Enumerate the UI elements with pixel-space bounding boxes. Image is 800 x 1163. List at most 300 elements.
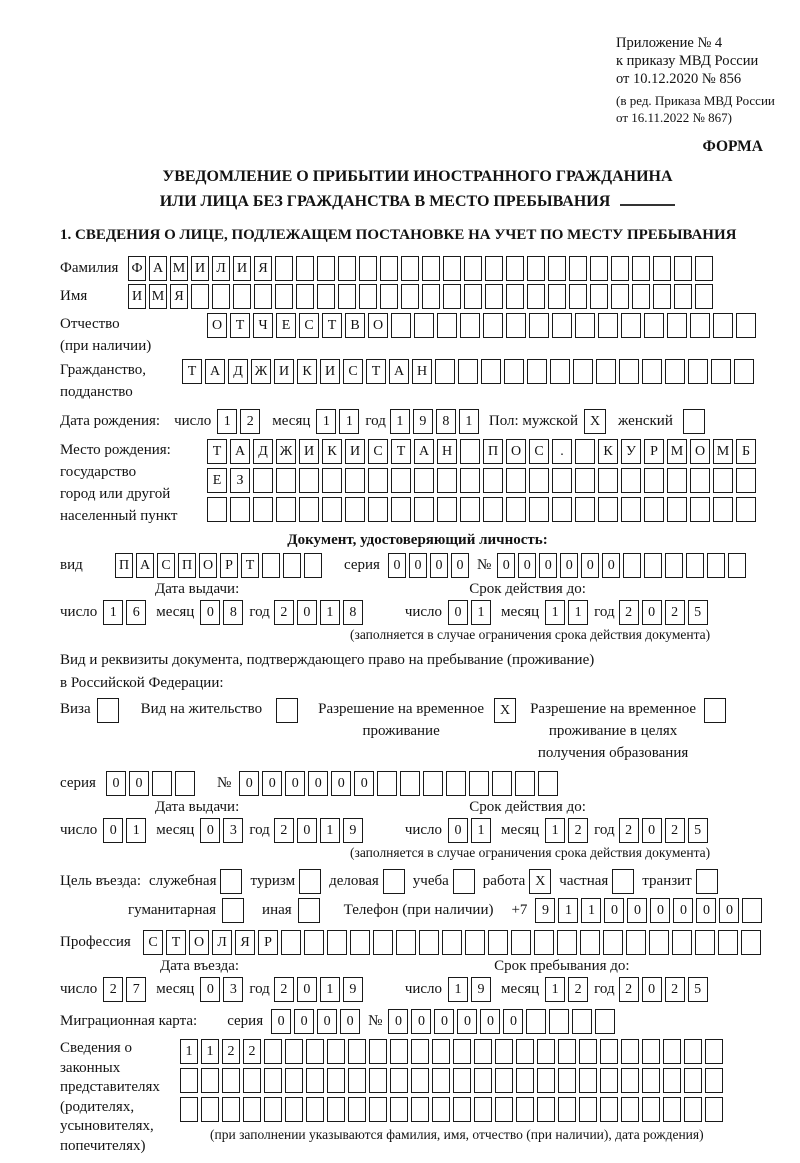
char-box: 0	[604, 898, 624, 923]
char-box	[437, 497, 457, 522]
char-box	[220, 869, 242, 894]
representatives-box-rows	[180, 1039, 723, 1143]
char-box: 7	[126, 977, 146, 1002]
char-box: С	[157, 553, 175, 578]
char-box: 1	[180, 1039, 198, 1064]
char-box	[549, 1009, 569, 1034]
repr-label-line: усыновителях,	[60, 1118, 154, 1134]
temp-permit-checkbox	[494, 698, 516, 723]
number-sign: №	[368, 1013, 383, 1029]
char-box	[296, 256, 314, 281]
char-box: 1	[471, 600, 491, 625]
char-box: 2	[665, 977, 685, 1002]
char-box: 0	[539, 553, 557, 578]
migration-series-boxes	[271, 1009, 360, 1034]
char-box	[626, 930, 646, 955]
title-line-1: УВЕДОМЛЕНИЕ О ПРИБЫТИИ ИНОСТРАННОГО ГРАЖДАНИНА	[162, 168, 673, 185]
char-box	[152, 771, 172, 796]
char-box	[464, 256, 482, 281]
char-box	[590, 256, 608, 281]
identity-doc-dates-row	[60, 600, 775, 625]
revision-line: (в ред. Приказа МВД России	[616, 93, 775, 108]
char-box: 5	[688, 600, 708, 625]
char-box	[338, 256, 356, 281]
issue-date-heading: Дата выдачи:	[155, 799, 240, 815]
char-box	[653, 284, 671, 309]
year-label: год	[249, 981, 270, 997]
birthdate-label: Дата рождения:	[60, 413, 161, 429]
char-box	[464, 284, 482, 309]
char-box	[506, 256, 524, 281]
purpose-work-checkbox	[529, 869, 551, 894]
char-box: 2	[568, 818, 588, 843]
char-box	[222, 1097, 240, 1122]
expiry-date-heading: Срок действия до:	[469, 799, 586, 815]
char-box	[359, 256, 377, 281]
entry-date-headers	[60, 958, 775, 975]
char-box	[579, 1097, 597, 1122]
char-box	[537, 1097, 555, 1122]
char-box	[690, 497, 710, 522]
stay-until-heading: Срок пребывания до:	[494, 958, 630, 974]
char-box	[713, 313, 733, 338]
char-box	[644, 497, 664, 522]
birthplace-block	[60, 439, 775, 527]
char-box: Д	[253, 439, 273, 464]
residence-date-headers	[60, 799, 775, 816]
purpose-row-1	[60, 869, 775, 894]
char-box	[453, 1097, 471, 1122]
purpose-study-checkbox	[453, 869, 475, 894]
char-box: Ч	[253, 313, 273, 338]
char-box	[414, 497, 434, 522]
char-box: М	[170, 256, 188, 281]
patronymic-label	[60, 313, 207, 357]
char-box: К	[598, 439, 618, 464]
char-box	[707, 553, 725, 578]
char-box: 0	[285, 771, 305, 796]
citizenship-label-line2: подданство	[60, 384, 133, 400]
series-label: серия	[60, 775, 96, 791]
char-box	[569, 284, 587, 309]
char-box	[506, 497, 526, 522]
patronymic-label-line2: (при наличии)	[60, 338, 152, 354]
char-box: Ж	[276, 439, 296, 464]
char-box	[435, 359, 455, 384]
document-title	[60, 164, 775, 214]
char-box: Е	[276, 313, 296, 338]
repr-label-line: представителях	[60, 1079, 160, 1095]
char-box	[327, 1068, 345, 1093]
char-box	[688, 359, 708, 384]
char-box	[506, 468, 526, 493]
migration-card-row	[60, 1009, 775, 1034]
char-box: Т	[241, 553, 259, 578]
char-box	[663, 1068, 681, 1093]
char-box	[474, 1068, 492, 1093]
residence-issue-year	[274, 818, 363, 843]
residence-expiry-day	[448, 818, 491, 843]
char-box	[212, 284, 230, 309]
char-box	[713, 468, 733, 493]
char-box: Р	[258, 930, 278, 955]
char-box	[306, 1039, 324, 1064]
char-box	[705, 1097, 723, 1122]
char-box	[632, 256, 650, 281]
char-box: 1	[545, 600, 565, 625]
stay-day	[448, 977, 491, 1002]
char-box	[515, 771, 535, 796]
char-box	[663, 1039, 681, 1064]
char-box	[534, 930, 554, 955]
char-box: 0	[340, 1009, 360, 1034]
char-box	[460, 497, 480, 522]
entry-day	[103, 977, 146, 1002]
char-box	[262, 553, 280, 578]
char-box: 1	[320, 977, 340, 1002]
char-box	[529, 468, 549, 493]
residence-issue-month	[200, 818, 243, 843]
stay-year	[619, 977, 708, 1002]
char-box	[283, 553, 301, 578]
char-box	[653, 256, 671, 281]
char-box	[281, 930, 301, 955]
char-box	[345, 497, 365, 522]
day-label: число	[404, 822, 443, 838]
char-box: 0	[480, 1009, 500, 1034]
char-box: 8	[343, 600, 363, 625]
doc-issue-year	[274, 600, 363, 625]
day-label: число	[60, 604, 98, 620]
repr-label-line: попечителях)	[60, 1137, 146, 1154]
char-box	[644, 313, 664, 338]
char-box: 9	[413, 409, 433, 434]
char-box: 2	[103, 977, 123, 1002]
char-box: 2	[243, 1039, 261, 1064]
char-box: В	[345, 313, 365, 338]
char-box	[741, 930, 761, 955]
char-box	[690, 468, 710, 493]
char-box	[201, 1068, 219, 1093]
char-box: С	[368, 439, 388, 464]
representatives-row1	[180, 1039, 723, 1064]
char-box	[537, 1068, 555, 1093]
char-box	[595, 1009, 615, 1034]
char-box	[422, 284, 440, 309]
char-box: 2	[274, 977, 294, 1002]
char-box: 0	[297, 977, 317, 1002]
char-box	[222, 898, 244, 923]
char-box: О	[368, 313, 388, 338]
char-box	[437, 313, 457, 338]
month-label: месяц	[272, 413, 311, 429]
purpose-option-label: иная	[262, 902, 292, 918]
char-box	[665, 553, 683, 578]
expiry-note: (заполняется в случае ограничения срока действия документа)	[350, 845, 711, 860]
residence-permit-label: Вид на жительство	[140, 701, 263, 717]
char-box	[495, 1097, 513, 1122]
birthplace-label-city1: город или другой	[60, 486, 171, 502]
char-box	[506, 284, 524, 309]
char-box: О	[207, 313, 227, 338]
residence-expiry-year	[619, 818, 708, 843]
doc-issue-day	[103, 600, 146, 625]
purpose-option-label: работа	[482, 873, 526, 889]
char-box	[600, 1039, 618, 1064]
doc-expiry-day	[448, 600, 491, 625]
char-box	[359, 284, 377, 309]
birthplace-label: Место рождения:	[60, 442, 171, 458]
char-box: X	[584, 409, 606, 434]
char-box	[422, 256, 440, 281]
identity-doc-date-headers	[60, 581, 775, 598]
char-box: К	[322, 439, 342, 464]
citizenship-boxes	[182, 359, 754, 384]
citizenship-label	[60, 359, 182, 403]
residence-permit-checkbox	[276, 698, 298, 723]
char-box: 0	[627, 898, 647, 923]
char-box	[516, 1039, 534, 1064]
birth-day-boxes	[217, 409, 260, 434]
char-box	[483, 497, 503, 522]
day-label: число	[60, 822, 98, 838]
char-box: 0	[497, 553, 515, 578]
expiry-date-heading: Срок действия до:	[469, 581, 586, 597]
birth-year-boxes	[390, 409, 479, 434]
birthplace-labels	[60, 439, 207, 527]
char-box	[327, 1097, 345, 1122]
char-box: Я	[170, 284, 188, 309]
char-box	[621, 1039, 639, 1064]
char-box: 0	[602, 553, 620, 578]
char-box	[621, 313, 641, 338]
char-box: 5	[688, 818, 708, 843]
char-box: 0	[673, 898, 693, 923]
char-box: 0	[106, 771, 126, 796]
char-box	[414, 468, 434, 493]
char-box: Т	[207, 439, 227, 464]
char-box	[264, 1068, 282, 1093]
birthplace-box-rows	[207, 439, 756, 526]
char-box: И	[299, 439, 319, 464]
visa-option	[60, 698, 119, 723]
representatives-note: (при заполнении указываются фамилия, имя, отчество (при наличии), дата рождения)	[210, 1127, 704, 1142]
char-box	[550, 359, 570, 384]
char-box	[598, 313, 618, 338]
char-box	[642, 1039, 660, 1064]
char-box: И	[274, 359, 294, 384]
char-box: 9	[535, 898, 555, 923]
residence-number-boxes	[239, 771, 558, 796]
char-box	[642, 359, 662, 384]
char-box: 0	[696, 898, 716, 923]
char-box	[276, 497, 296, 522]
patronymic-boxes	[207, 313, 756, 338]
purpose-option-label: частная	[559, 873, 609, 889]
profession-boxes	[143, 930, 761, 955]
char-box: 1	[316, 409, 336, 434]
char-box	[623, 553, 641, 578]
char-box: З	[230, 468, 250, 493]
char-box	[401, 256, 419, 281]
repr-label-line: законных	[60, 1059, 121, 1076]
char-box: 2	[619, 977, 639, 1002]
char-box	[713, 497, 733, 522]
char-box	[411, 1097, 429, 1122]
char-box	[492, 771, 512, 796]
char-box	[621, 497, 641, 522]
char-box	[572, 1009, 592, 1034]
char-box: 1	[568, 600, 588, 625]
temp-permit-line1: Разрешение на временное	[318, 701, 485, 717]
appendix-line: от 10.12.2020 № 856	[616, 71, 742, 87]
firstname-row	[60, 284, 775, 309]
char-box	[391, 497, 411, 522]
doc-series-boxes	[388, 553, 469, 578]
char-box	[414, 313, 434, 338]
migration-number-boxes	[388, 1009, 615, 1034]
residence-series-boxes	[106, 771, 195, 796]
char-box: 0	[451, 553, 469, 578]
char-box: 2	[274, 600, 294, 625]
char-box: П	[178, 553, 196, 578]
char-box: П	[483, 439, 503, 464]
char-box	[453, 1068, 471, 1093]
char-box: 0	[103, 818, 123, 843]
char-box	[552, 497, 572, 522]
char-box: 0	[129, 771, 149, 796]
repr-label-line: Сведения о	[60, 1040, 132, 1056]
purpose-private-checkbox	[612, 869, 634, 894]
char-box: 0	[448, 818, 468, 843]
char-box	[488, 930, 508, 955]
title-line-2: ИЛИ ЛИЦА БЕЗ ГРАЖДАНСТВА В МЕСТО ПРЕБЫВАНИЯ	[159, 193, 611, 210]
char-box	[222, 1068, 240, 1093]
char-box	[527, 256, 545, 281]
char-box	[485, 256, 503, 281]
residence-serial-row	[60, 771, 775, 796]
char-box	[580, 930, 600, 955]
char-box	[579, 1039, 597, 1064]
char-box	[391, 468, 411, 493]
char-box: 0	[294, 1009, 314, 1034]
citizenship-row	[60, 359, 775, 403]
char-box	[598, 497, 618, 522]
birth-month-boxes	[316, 409, 359, 434]
char-box: 2	[665, 818, 685, 843]
blank-underline	[620, 204, 675, 206]
char-box	[642, 1068, 660, 1093]
char-box: 5	[688, 977, 708, 1002]
char-box	[377, 771, 397, 796]
residence-expiry-month	[545, 818, 588, 843]
temp-permit-option	[318, 698, 516, 742]
purpose-label: Цель въезда:	[60, 873, 141, 889]
purpose-humanitarian-checkbox	[222, 898, 244, 923]
representatives-block	[60, 1039, 775, 1156]
char-box: Т	[182, 359, 202, 384]
char-box	[180, 1068, 198, 1093]
char-box	[506, 313, 526, 338]
char-box	[275, 256, 293, 281]
char-box: Р	[644, 439, 664, 464]
residence-dates-row	[60, 818, 775, 843]
char-box: 1	[217, 409, 237, 434]
doc-issue-month	[200, 600, 243, 625]
char-box: 3	[223, 977, 243, 1002]
char-box	[458, 359, 478, 384]
char-box	[296, 284, 314, 309]
doc-expiry-year	[619, 600, 708, 625]
month-label: месяц	[501, 822, 540, 838]
char-box	[684, 1097, 702, 1122]
char-box	[621, 1068, 639, 1093]
year-label: год	[365, 413, 386, 429]
char-box	[552, 313, 572, 338]
char-box	[695, 930, 715, 955]
char-box	[432, 1068, 450, 1093]
char-box	[396, 930, 416, 955]
char-box	[684, 1068, 702, 1093]
char-box	[711, 359, 731, 384]
repr-label-line: (родителях,	[60, 1098, 135, 1115]
char-box: 1	[471, 818, 491, 843]
char-box: 0	[388, 553, 406, 578]
char-box	[390, 1097, 408, 1122]
residence-permit-option	[141, 698, 298, 723]
char-box	[322, 468, 342, 493]
char-box: Я	[235, 930, 255, 955]
month-label: месяц	[156, 981, 195, 997]
series-label: серия	[344, 557, 380, 573]
purpose-option-label: служебная	[148, 873, 217, 889]
char-box	[527, 284, 545, 309]
char-box: 0	[642, 600, 662, 625]
char-box: Т	[366, 359, 386, 384]
char-box	[327, 1039, 345, 1064]
char-box	[322, 497, 342, 522]
char-box	[705, 1068, 723, 1093]
char-box	[483, 468, 503, 493]
char-box	[672, 930, 692, 955]
char-box	[285, 1068, 303, 1093]
char-box	[632, 284, 650, 309]
char-box	[97, 698, 119, 723]
edu-permit-label	[530, 698, 696, 764]
section1-heading: 1. СВЕДЕНИЯ О ЛИЦЕ, ПОДЛЕЖАЩЕМ ПОСТАНОВКЕ НА УЧЕТ ПО МЕСТУ ПРЕБЫВАНИЯ	[60, 227, 737, 243]
char-box: С	[143, 930, 163, 955]
char-box	[695, 284, 713, 309]
char-box	[621, 1097, 639, 1122]
char-box	[690, 313, 710, 338]
expiry-note: (заполняется в случае ограничения срока действия документа)	[350, 627, 711, 642]
char-box: 6	[126, 600, 146, 625]
char-box: 0	[560, 553, 578, 578]
birthplace-label-city2: населенный пункт	[60, 508, 178, 524]
char-box: Т	[391, 439, 411, 464]
char-box	[600, 1068, 618, 1093]
char-box	[695, 256, 713, 281]
char-box: А	[389, 359, 409, 384]
char-box: 0	[642, 977, 662, 1002]
birthdate-row	[60, 409, 775, 434]
surname-label: Фамилия	[60, 260, 119, 276]
sex-female-checkbox	[683, 409, 705, 434]
char-box: А	[149, 256, 167, 281]
char-box	[298, 898, 320, 923]
purpose-business-checkbox	[383, 869, 405, 894]
char-box	[684, 1039, 702, 1064]
